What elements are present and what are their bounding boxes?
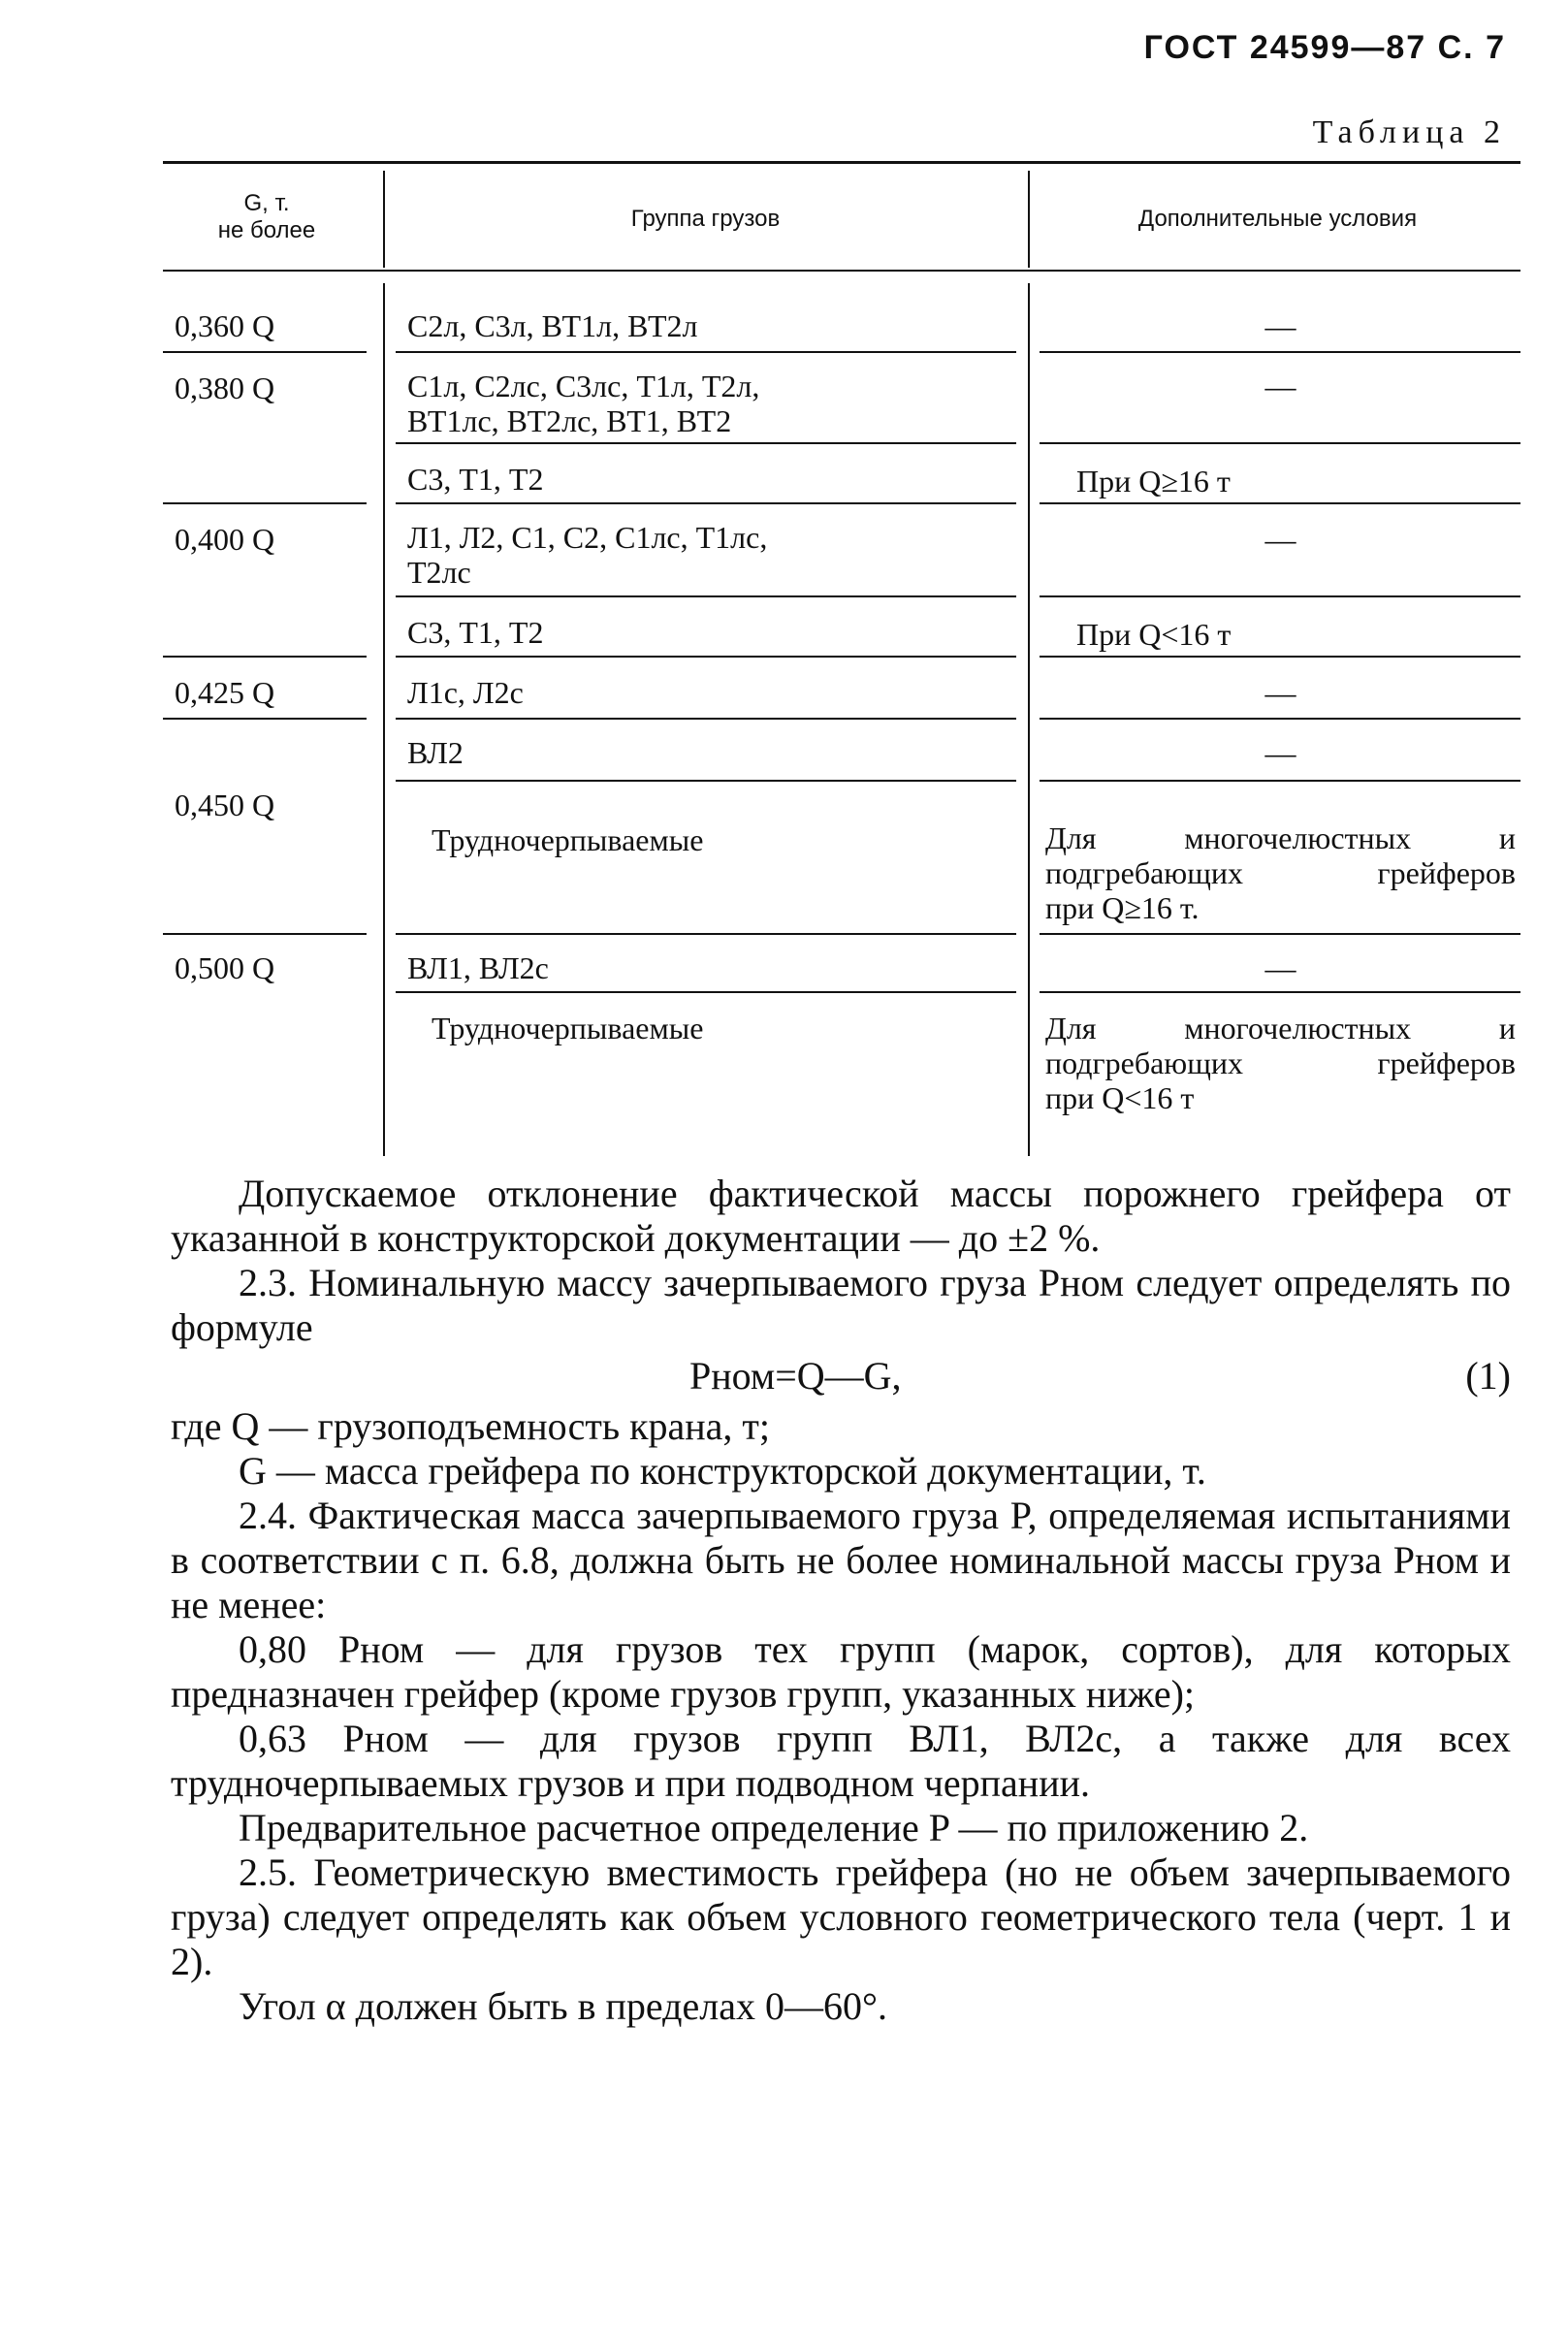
formula-legend: где Q — грузоподъемность крана, т; [171, 1404, 771, 1448]
group-line: С1л, С2лс, С3лс, Т1л, Т2л, [407, 369, 760, 403]
body-text [171, 1172, 1511, 2029]
group-line: ВТ1лс, ВТ2лс, ВТ1, ВТ2 [407, 403, 732, 438]
mass-cell: 0,425 Q [175, 675, 275, 710]
paragraph: Угол α должен быть в пределах 0—60°. [239, 1984, 887, 2028]
row-rule [396, 442, 1016, 444]
condition-line: подгребающих грейферов [1045, 1045, 1516, 1080]
paragraph: 2.3. Номинальную массу зачерпываемого груза Pном следует определять по формуле [171, 1261, 1511, 1349]
row-rule [396, 933, 1016, 935]
row-rule [163, 933, 367, 935]
paragraph: Предварительное расчетное определение P — по приложению 2. [239, 1806, 1309, 1849]
paragraph: 0,63 Pном — для грузов групп ВЛ1, ВЛ2с, а также для всех трудночерпываемых грузов и при подводном черпании. [171, 1717, 1511, 1805]
group-cell: Трудночерпываемые [432, 1011, 704, 1045]
row-rule [396, 595, 1016, 597]
col-divider [1028, 171, 1030, 268]
mass-cell: 0,380 Q [175, 370, 275, 405]
mass-cell: 0,400 Q [175, 522, 275, 557]
group-cell [407, 369, 999, 438]
column-header-group: Группа грузов [630, 206, 781, 232]
condition-cell: При Q<16 т [1076, 617, 1232, 652]
condition-cell [1045, 1011, 1516, 1115]
row-rule [396, 502, 1016, 504]
condition-line: при Q<16 т [1045, 1080, 1195, 1115]
row-rule [1040, 656, 1520, 658]
row-rule [1040, 351, 1520, 353]
paragraph: 2.5. Геометрическую вместимость грейфера (но не объем зачерпываемого груза) следует определять как объем условного геометрического тела (черт. 1 и 2). [171, 1850, 1511, 1983]
column-header-line: не более [217, 217, 316, 243]
paragraph: 0,80 Pном — для грузов тех групп (марок, сортов), для которых предназначен грейфер (кроме грузов групп, указанных ниже); [171, 1627, 1511, 1716]
group-cell: С2л, С3л, ВТ1л, ВТ2л [407, 308, 698, 343]
row-rule [396, 780, 1016, 782]
group-line: Л1, Л2, С1, С2, С1лс, Т1лс, [407, 520, 768, 555]
col-divider [383, 171, 385, 268]
table-top-rule [163, 161, 1520, 164]
row-rule [396, 656, 1016, 658]
condition-cell: — [1264, 308, 1296, 343]
formula: Pном=Q—G, [689, 1354, 902, 1398]
group-cell: С3, Т1, Т2 [407, 615, 544, 650]
condition-cell: — [1264, 950, 1296, 985]
row-rule [396, 718, 1016, 720]
group-cell: ВЛ2 [407, 735, 464, 770]
mass-cell: 0,450 Q [175, 788, 275, 822]
condition-cell [1045, 820, 1516, 925]
group-line: Т2лс [407, 555, 471, 590]
condition-cell: — [1264, 522, 1296, 557]
condition-line: при Q≥16 т. [1045, 890, 1200, 925]
row-rule [1040, 780, 1520, 782]
condition-cell: При Q≥16 т [1076, 464, 1231, 498]
col-divider [383, 283, 385, 1156]
condition-cell: — [1264, 675, 1296, 710]
running-header: ГОСТ 24599—87 С. 7 [1143, 29, 1506, 66]
group-cell [407, 520, 999, 590]
column-header-mass [165, 190, 368, 244]
condition-cell: — [1264, 735, 1296, 770]
table-header-rule [163, 270, 1520, 272]
formula-row [171, 1350, 1511, 1404]
row-rule [163, 718, 367, 720]
table-title: Таблица 2 [1312, 114, 1506, 150]
row-rule [396, 351, 1016, 353]
row-rule [163, 656, 367, 658]
column-header-line: G, т. [243, 190, 290, 216]
row-rule [1040, 991, 1520, 993]
group-cell: С3, Т1, Т2 [407, 462, 544, 497]
mass-cell: 0,360 Q [175, 308, 275, 343]
paragraph: 2.4. Фактическая масса зачерпываемого груза P, определяемая испытаниями в соответствии с п. 6.8, должна быть не более номинальной массы груза Pном и не менее: [171, 1494, 1511, 1626]
row-rule [163, 502, 367, 504]
condition-line: Для многочелюстных и [1045, 820, 1516, 855]
row-rule [1040, 933, 1520, 935]
group-cell: Л1с, Л2с [407, 675, 524, 710]
column-header-conditions: Дополнительные условия [1137, 206, 1418, 232]
row-rule [1040, 442, 1520, 444]
condition-line: Для многочелюстных и [1045, 1011, 1516, 1045]
row-rule [1040, 502, 1520, 504]
formula-legend: G — масса грейфера по конструкторской документации, т. [239, 1449, 1206, 1493]
group-cell: ВЛ1, ВЛ2с [407, 950, 549, 985]
condition-line: подгребающих грейферов [1045, 855, 1516, 890]
formula-number: (1) [1465, 1354, 1511, 1398]
row-rule [396, 991, 1016, 993]
col-divider [1028, 283, 1030, 1156]
row-rule [1040, 718, 1520, 720]
row-rule [163, 351, 367, 353]
mass-cell: 0,500 Q [175, 950, 275, 985]
group-cell: Трудночерпываемые [432, 822, 704, 857]
condition-cell: — [1264, 369, 1296, 403]
paragraph: Допускаемое отклонение фактической массы порожнего грейфера от указанной в конструкторской документации — до ±2 %. [171, 1172, 1511, 1260]
row-rule [1040, 595, 1520, 597]
